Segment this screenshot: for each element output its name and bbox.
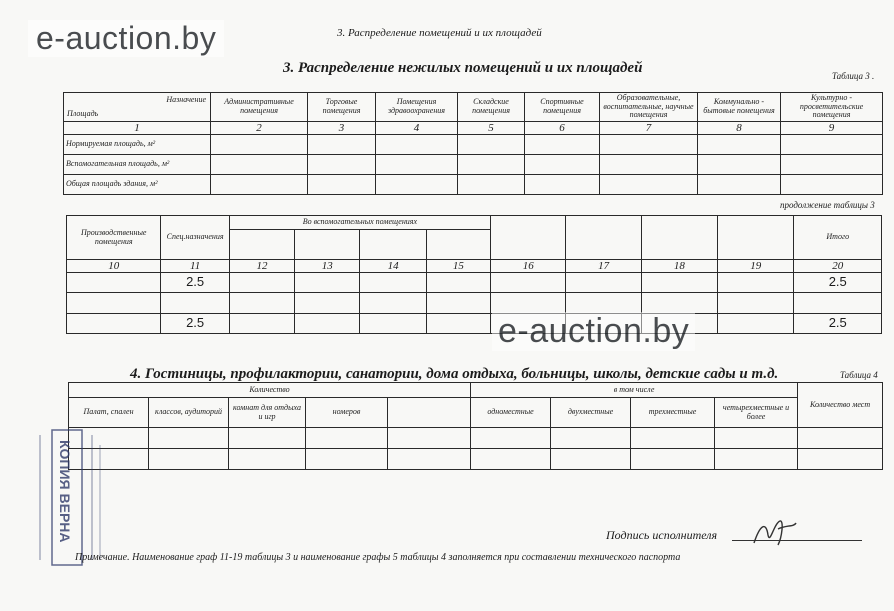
table4: [68, 382, 883, 470]
table3b-value-total-r3: 2.5: [794, 314, 882, 334]
table3-corner-top: Назначение: [166, 95, 206, 104]
table3-col-number: 8: [698, 122, 781, 135]
table3b-value-spec-r1: 2.5: [161, 273, 229, 293]
watermark-top: e-auction.by: [28, 20, 224, 57]
table4-header-places: Количество мест: [798, 383, 883, 428]
table3b-col-number: 15: [426, 260, 490, 273]
table3-continuation: [66, 215, 882, 334]
table4-header: четырехместные и более: [715, 398, 798, 428]
table3-col-number: 1: [64, 122, 211, 135]
table3-tag: Таблица 3 .: [832, 71, 875, 81]
table3b-header-prod: Производственные помещения: [67, 216, 161, 260]
table3-header: Коммунально - бытовые помещения: [698, 93, 781, 122]
table3b-col-number: 14: [360, 260, 426, 273]
table3b-col-number: 19: [718, 260, 794, 273]
signature-mark: [750, 515, 800, 551]
table3b-col-number: 17: [566, 260, 641, 273]
page-top-title: 3. Распределение помещений и их площадей: [337, 27, 542, 39]
table4-header: одноместные: [471, 398, 551, 428]
table3b-header-aux: Во вспомогательных помещениях: [229, 216, 490, 230]
table4-header: [388, 398, 471, 428]
table3b-tag: продолжение таблицы 3: [780, 200, 875, 210]
table3b-col-number: 18: [641, 260, 717, 273]
table3-title: 3. Распределение нежилых помещений и их площадей: [283, 60, 643, 76]
table3b-col-number: 16: [491, 260, 566, 273]
table3-col-number: 7: [600, 122, 698, 135]
table3-col-number: 9: [781, 122, 883, 135]
table4-header: двухместные: [551, 398, 631, 428]
table3b-col-number: 13: [295, 260, 360, 273]
table4-header-count: Количество: [69, 383, 471, 398]
table3b-header-spec: Спец.назначения: [161, 216, 229, 260]
table3-row-label: Вспомогательная площадь, м²: [64, 155, 211, 175]
table3b-value-spec-r3: 2.5: [161, 314, 229, 334]
table4-header-incl: в том числе: [471, 383, 798, 398]
table3-header: Культурно - просветительские помещения: [781, 93, 883, 122]
table3b-col-number: 12: [229, 260, 294, 273]
table3-header: Образовательные, воспитательные, научные помещения: [600, 93, 698, 122]
table3-col-number: 2: [211, 122, 308, 135]
table4-header: комнат для отдыха и игр: [229, 398, 306, 428]
table3b-col-number: 10: [67, 260, 161, 273]
table3b-col-number: 11: [161, 260, 229, 273]
table4-header: номеров: [306, 398, 388, 428]
table3-col-number: 5: [458, 122, 525, 135]
table4-tag: Таблица 4: [840, 370, 878, 380]
watermark-middle: e-auction.by: [492, 312, 695, 351]
table3-col-number: 3: [308, 122, 376, 135]
table4-title: 4. Гостиницы, профилактории, санатории, дома отдыха, больницы, школы, детские сады и т.д.: [130, 366, 779, 382]
table3-row-label: Нормируемая площадь, м²: [64, 135, 211, 155]
table3b-col-number: 20: [794, 260, 882, 273]
table3-header: Торговые помещения: [308, 93, 376, 122]
table3b-value-total-r1: 2.5: [794, 273, 882, 293]
table3-header: Административные помещения: [211, 93, 308, 122]
table4-header: классов, аудиторий: [149, 398, 229, 428]
table3-header: Складские помещения: [458, 93, 525, 122]
table3-corner-bottom: Площадь: [67, 109, 99, 119]
table3: [63, 92, 883, 195]
table3-header: Помещения здравоохранения: [376, 93, 458, 122]
stamp-text: КОПИЯ ВЕРНА: [57, 440, 73, 543]
table4-header: трехместные: [631, 398, 715, 428]
table3-col-number: 6: [525, 122, 600, 135]
signature-label: Подпись исполнителя: [606, 528, 718, 542]
table3-col-number: 4: [376, 122, 458, 135]
table3b-header-total: Итого: [794, 216, 882, 260]
table3-row-label: Общая площадь здания, м²: [64, 175, 211, 195]
table3-corner-cell: [64, 93, 211, 122]
table3-header: Спортивные помещения: [525, 93, 600, 122]
copy-certified-stamp: [2, 420, 112, 570]
table4-header: Палат, спален: [69, 398, 149, 428]
footnote: Примечание. Наименование граф 11-19 таблицы 3 и наименование графы 5 таблицы 4 заполняется при составлении технического паспорта: [75, 552, 681, 563]
